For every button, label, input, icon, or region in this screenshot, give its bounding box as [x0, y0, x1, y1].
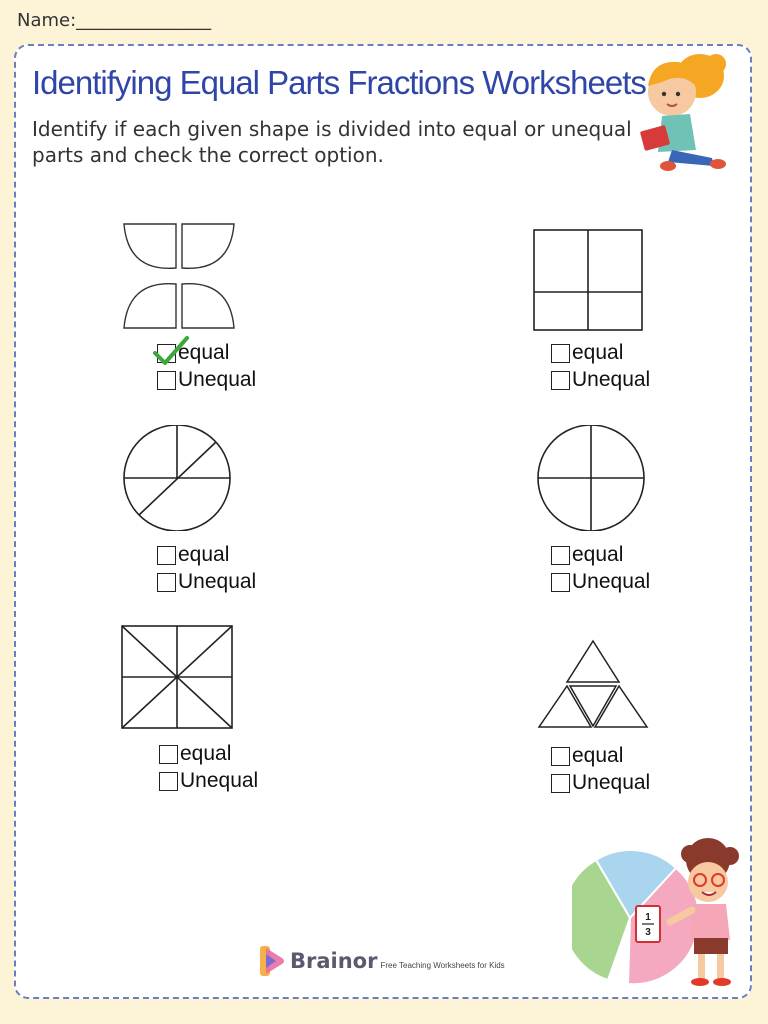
worksheet-title: Identifying Equal Parts Fractions Worksheets — [32, 64, 646, 101]
checkbox-equal-6[interactable] — [551, 747, 570, 766]
checkbox-unequal-2[interactable] — [551, 371, 570, 390]
shape-circle-unequal-cuts — [121, 425, 233, 531]
shape-circle-quarters — [535, 425, 647, 531]
shape-triangle-four-parts — [536, 638, 650, 730]
checkbox-equal-2[interactable] — [551, 344, 570, 363]
girl-reading-illustration — [632, 42, 732, 174]
checkbox-equal-3[interactable] — [157, 546, 176, 565]
name-field-label[interactable]: Name:_______________ — [17, 10, 212, 31]
shape-square-eight-triangles — [120, 624, 234, 730]
fraction-denominator: 3 — [645, 927, 651, 938]
option-label-unequal: Unequal — [178, 570, 257, 593]
worksheet-instructions: Identify if each given shape is divided into equal or unequal parts and check the correct option. — [32, 117, 632, 167]
checkbox-unequal-5[interactable] — [159, 772, 178, 791]
brainor-logo-icon — [258, 944, 286, 978]
checkbox-equal-5[interactable] — [159, 745, 178, 764]
option-equal-4[interactable] — [551, 544, 623, 566]
option-unequal-3[interactable] — [157, 571, 256, 593]
option-equal-1[interactable] — [157, 342, 229, 364]
option-label-equal: equal — [572, 744, 624, 767]
shape-four-petals — [122, 222, 236, 330]
option-unequal-6[interactable] — [551, 772, 650, 794]
checkbox-unequal-1[interactable] — [157, 371, 176, 390]
fraction-numerator: 1 — [645, 912, 651, 923]
shape-rectangle-four-parts — [532, 228, 646, 334]
option-label-unequal: Unequal — [178, 368, 257, 391]
option-unequal-1[interactable] — [157, 369, 256, 391]
option-unequal-2[interactable] — [551, 369, 650, 391]
option-equal-5[interactable] — [159, 743, 231, 765]
option-label-equal: equal — [572, 543, 624, 566]
checkbox-unequal-3[interactable] — [157, 573, 176, 592]
checkbox-unequal-6[interactable] — [551, 774, 570, 793]
option-label-equal: equal — [178, 543, 230, 566]
checkbox-unequal-4[interactable] — [551, 573, 570, 592]
option-label-equal: equal — [572, 341, 624, 364]
option-label-unequal: Unequal — [572, 368, 651, 391]
option-unequal-5[interactable] — [159, 770, 258, 792]
option-label-equal: equal — [180, 742, 232, 765]
option-equal-6[interactable] — [551, 745, 623, 767]
option-label-equal: equal — [178, 341, 230, 364]
brand-name: Brainor — [290, 949, 378, 973]
check-mark-icon — [152, 335, 190, 367]
option-label-unequal: Unequal — [572, 570, 651, 593]
option-unequal-4[interactable] — [551, 571, 650, 593]
brand-tagline: Free Teaching Worksheets for Kids — [380, 960, 505, 970]
checkbox-equal-1[interactable] — [157, 344, 176, 363]
footer-brand — [258, 944, 505, 978]
option-equal-3[interactable] — [157, 544, 229, 566]
option-equal-2[interactable] — [551, 342, 623, 364]
boy-pie-chart-illustration — [572, 838, 756, 990]
option-label-unequal: Unequal — [180, 769, 259, 792]
option-label-unequal: Unequal — [572, 771, 651, 794]
checkbox-equal-4[interactable] — [551, 546, 570, 565]
